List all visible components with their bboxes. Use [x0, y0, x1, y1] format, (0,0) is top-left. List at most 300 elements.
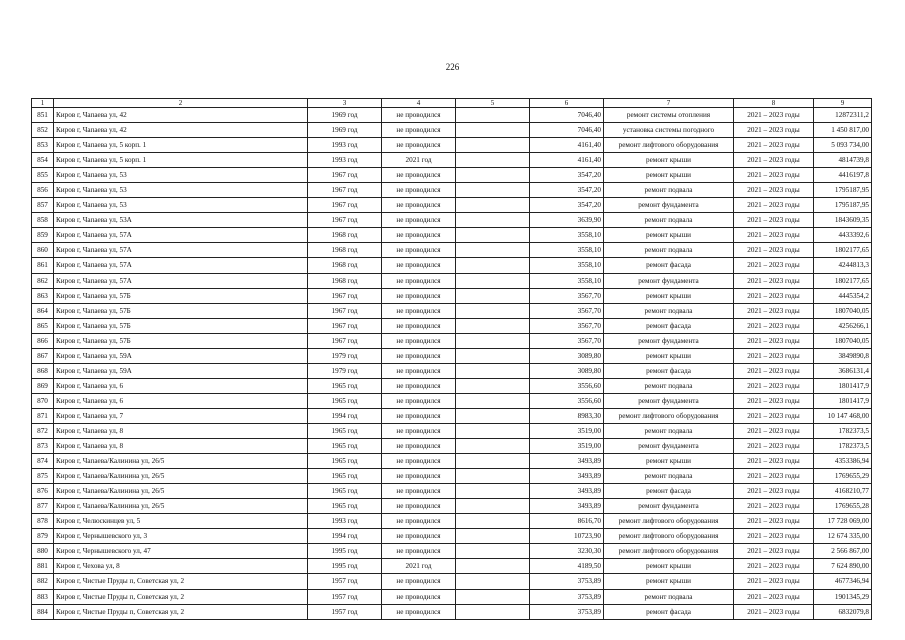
- period-cell: 2021 – 2023 годы: [734, 138, 814, 153]
- address-cell: Киров г, Чапаева/Калинина ул, 26/5: [54, 454, 308, 469]
- build-year-cell: 1994 год: [308, 408, 382, 423]
- last-repair-cell: не проводился: [382, 243, 456, 258]
- empty-cell: [456, 604, 530, 619]
- work-type-cell: ремонт лифтового оборудования: [604, 138, 734, 153]
- empty-cell: [456, 378, 530, 393]
- address-cell: Киров г, Чапаева ул, 57А: [54, 258, 308, 273]
- address-cell: Киров г, Чапаева ул, 6: [54, 393, 308, 408]
- row-number-cell: 863: [32, 288, 54, 303]
- address-cell: Киров г, Чапаева ул, 57Б: [54, 303, 308, 318]
- cost-cell: 1901345,29: [814, 589, 872, 604]
- cost-cell: 17 728 069,00: [814, 514, 872, 529]
- period-cell: 2021 – 2023 годы: [734, 514, 814, 529]
- build-year-cell: 1965 год: [308, 454, 382, 469]
- address-cell: Киров г, Чапаева/Калинина ул, 26/5: [54, 499, 308, 514]
- cost-cell: 1782373,5: [814, 423, 872, 438]
- cost-cell: 4244813,3: [814, 258, 872, 273]
- build-year-cell: 1969 год: [308, 108, 382, 123]
- area-cell: 4189,50: [530, 559, 604, 574]
- work-type-cell: ремонт лифтового оборудования: [604, 544, 734, 559]
- cost-cell: 1795187,95: [814, 198, 872, 213]
- table-row: [32, 123, 872, 138]
- row-number-cell: 874: [32, 454, 54, 469]
- row-number-cell: 876: [32, 484, 54, 499]
- cost-cell: 7 624 890,00: [814, 559, 872, 574]
- work-type-cell: ремонт фундамента: [604, 393, 734, 408]
- build-year-cell: 1993 год: [308, 514, 382, 529]
- period-cell: 2021 – 2023 годы: [734, 393, 814, 408]
- row-number-cell: 851: [32, 108, 54, 123]
- row-number-cell: 883: [32, 589, 54, 604]
- work-type-cell: ремонт фасада: [604, 363, 734, 378]
- row-number-cell: 861: [32, 258, 54, 273]
- area-cell: 4161,40: [530, 138, 604, 153]
- cost-cell: 1 450 817,00: [814, 123, 872, 138]
- build-year-cell: 1995 год: [308, 559, 382, 574]
- build-year-cell: 1967 год: [308, 168, 382, 183]
- empty-cell: [456, 544, 530, 559]
- table-row: [32, 303, 872, 318]
- table-row: [32, 529, 872, 544]
- period-cell: 2021 – 2023 годы: [734, 454, 814, 469]
- period-cell: 2021 – 2023 годы: [734, 123, 814, 138]
- area-cell: 3558,10: [530, 228, 604, 243]
- cost-cell: 1802177,65: [814, 243, 872, 258]
- address-cell: Киров г, Чапаева ул, 57А: [54, 243, 308, 258]
- empty-cell: [456, 589, 530, 604]
- table-row: [32, 108, 872, 123]
- cost-cell: 4445354,2: [814, 288, 872, 303]
- work-type-cell: ремонт системы отопления: [604, 108, 734, 123]
- empty-cell: [456, 168, 530, 183]
- last-repair-cell: 2021 год: [382, 153, 456, 168]
- row-number-cell: 873: [32, 439, 54, 454]
- table-row: [32, 168, 872, 183]
- table-row: [32, 469, 872, 484]
- row-number-cell: 866: [32, 333, 54, 348]
- period-cell: 2021 – 2023 годы: [734, 273, 814, 288]
- table-row: [32, 153, 872, 168]
- period-cell: 2021 – 2023 годы: [734, 153, 814, 168]
- column-header: 3: [308, 99, 382, 108]
- empty-cell: [456, 123, 530, 138]
- work-type-cell: установка системы погодного: [604, 123, 734, 138]
- period-cell: 2021 – 2023 годы: [734, 198, 814, 213]
- last-repair-cell: не проводился: [382, 108, 456, 123]
- last-repair-cell: не проводился: [382, 228, 456, 243]
- area-cell: 8616,70: [530, 514, 604, 529]
- address-cell: Киров г, Чистые Пруды п, Советская ул, 2: [54, 589, 308, 604]
- period-cell: 2021 – 2023 годы: [734, 288, 814, 303]
- table-row: [32, 589, 872, 604]
- area-cell: 3567,70: [530, 333, 604, 348]
- last-repair-cell: не проводился: [382, 363, 456, 378]
- table-row: [32, 604, 872, 619]
- table-row: [32, 393, 872, 408]
- address-cell: Киров г, Чапаева ул, 42: [54, 123, 308, 138]
- row-number-cell: 858: [32, 213, 54, 228]
- period-cell: 2021 – 2023 годы: [734, 378, 814, 393]
- column-number-row: [32, 99, 872, 108]
- row-number-cell: 881: [32, 559, 54, 574]
- empty-cell: [456, 213, 530, 228]
- last-repair-cell: не проводился: [382, 484, 456, 499]
- address-cell: Киров г, Чапаева ул, 6: [54, 378, 308, 393]
- area-cell: 3558,10: [530, 258, 604, 273]
- cost-cell: 2 566 867,00: [814, 544, 872, 559]
- work-type-cell: ремонт крыши: [604, 228, 734, 243]
- cost-cell: 4353386,94: [814, 454, 872, 469]
- address-cell: Киров г, Чапаева ул, 7: [54, 408, 308, 423]
- address-cell: Киров г, Чапаева ул, 59А: [54, 348, 308, 363]
- last-repair-cell: не проводился: [382, 288, 456, 303]
- build-year-cell: 1994 год: [308, 529, 382, 544]
- work-type-cell: ремонт фундамента: [604, 273, 734, 288]
- last-repair-cell: не проводился: [382, 589, 456, 604]
- build-year-cell: 1965 год: [308, 499, 382, 514]
- cost-cell: 1795187,95: [814, 183, 872, 198]
- address-cell: Киров г, Чернышевского ул, 3: [54, 529, 308, 544]
- cost-cell: 4256266,1: [814, 318, 872, 333]
- area-cell: 7046,40: [530, 108, 604, 123]
- period-cell: 2021 – 2023 годы: [734, 228, 814, 243]
- area-cell: 7046,40: [530, 123, 604, 138]
- row-number-cell: 870: [32, 393, 54, 408]
- period-cell: 2021 – 2023 годы: [734, 408, 814, 423]
- period-cell: 2021 – 2023 годы: [734, 469, 814, 484]
- work-type-cell: ремонт лифтового оборудования: [604, 514, 734, 529]
- row-number-cell: 868: [32, 363, 54, 378]
- last-repair-cell: не проводился: [382, 514, 456, 529]
- address-cell: Киров г, Чапаева ул, 5 корп. 1: [54, 153, 308, 168]
- last-repair-cell: не проводился: [382, 544, 456, 559]
- build-year-cell: 1968 год: [308, 243, 382, 258]
- row-number-cell: 860: [32, 243, 54, 258]
- work-type-cell: ремонт подвала: [604, 469, 734, 484]
- area-cell: 3493,89: [530, 499, 604, 514]
- period-cell: 2021 – 2023 годы: [734, 604, 814, 619]
- empty-cell: [456, 108, 530, 123]
- table-row: [32, 559, 872, 574]
- table-row: [32, 574, 872, 589]
- last-repair-cell: не проводился: [382, 138, 456, 153]
- area-cell: 3558,10: [530, 273, 604, 288]
- cost-cell: 1801417,9: [814, 393, 872, 408]
- empty-cell: [456, 243, 530, 258]
- address-cell: Киров г, Челюскинцев ул, 5: [54, 514, 308, 529]
- cost-cell: 1769655,29: [814, 469, 872, 484]
- cost-cell: 4814739,8: [814, 153, 872, 168]
- work-type-cell: ремонт фундамента: [604, 439, 734, 454]
- area-cell: 3753,89: [530, 574, 604, 589]
- repair-program-table: [31, 98, 872, 620]
- address-cell: Киров г, Чернышевского ул, 47: [54, 544, 308, 559]
- period-cell: 2021 – 2023 годы: [734, 183, 814, 198]
- table-row: [32, 484, 872, 499]
- work-type-cell: ремонт крыши: [604, 454, 734, 469]
- last-repair-cell: не проводился: [382, 604, 456, 619]
- address-cell: Киров г, Чистые Пруды п, Советская ул, 2: [54, 574, 308, 589]
- last-repair-cell: не проводился: [382, 499, 456, 514]
- work-type-cell: ремонт фундамента: [604, 198, 734, 213]
- address-cell: Киров г, Чапаева ул, 8: [54, 439, 308, 454]
- address-cell: Киров г, Чапаева/Калинина ул, 26/5: [54, 484, 308, 499]
- build-year-cell: 1967 год: [308, 213, 382, 228]
- address-cell: Киров г, Чехова ул, 8: [54, 559, 308, 574]
- period-cell: 2021 – 2023 годы: [734, 559, 814, 574]
- build-year-cell: 1965 год: [308, 423, 382, 438]
- build-year-cell: 1967 год: [308, 303, 382, 318]
- period-cell: 2021 – 2023 годы: [734, 168, 814, 183]
- empty-cell: [456, 303, 530, 318]
- row-number-cell: 867: [32, 348, 54, 363]
- cost-cell: 3849890,8: [814, 348, 872, 363]
- build-year-cell: 1965 год: [308, 378, 382, 393]
- row-number-cell: 855: [32, 168, 54, 183]
- work-type-cell: ремонт подвала: [604, 589, 734, 604]
- row-number-cell: 878: [32, 514, 54, 529]
- period-cell: 2021 – 2023 годы: [734, 574, 814, 589]
- address-cell: Киров г, Чапаева ул, 5 корп. 1: [54, 138, 308, 153]
- last-repair-cell: не проводился: [382, 198, 456, 213]
- row-number-cell: 872: [32, 423, 54, 438]
- table-row: [32, 333, 872, 348]
- column-header: 9: [814, 99, 872, 108]
- last-repair-cell: не проводился: [382, 529, 456, 544]
- build-year-cell: 1993 год: [308, 153, 382, 168]
- period-cell: 2021 – 2023 годы: [734, 333, 814, 348]
- area-cell: 3547,20: [530, 183, 604, 198]
- area-cell: 3089,80: [530, 363, 604, 378]
- work-type-cell: ремонт фасада: [604, 318, 734, 333]
- table-row: [32, 544, 872, 559]
- cost-cell: 1801417,9: [814, 378, 872, 393]
- empty-cell: [456, 258, 530, 273]
- address-cell: Киров г, Чапаева ул, 53А: [54, 213, 308, 228]
- row-number-cell: 871: [32, 408, 54, 423]
- table-row: [32, 378, 872, 393]
- table-row: [32, 183, 872, 198]
- area-cell: 3753,89: [530, 589, 604, 604]
- table-row: [32, 514, 872, 529]
- build-year-cell: 1965 год: [308, 393, 382, 408]
- build-year-cell: 1965 год: [308, 484, 382, 499]
- table-row: [32, 348, 872, 363]
- area-cell: 3556,60: [530, 393, 604, 408]
- last-repair-cell: не проводился: [382, 439, 456, 454]
- last-repair-cell: 2021 год: [382, 559, 456, 574]
- cost-cell: 4433392,6: [814, 228, 872, 243]
- period-cell: 2021 – 2023 годы: [734, 243, 814, 258]
- empty-cell: [456, 559, 530, 574]
- period-cell: 2021 – 2023 годы: [734, 484, 814, 499]
- last-repair-cell: не проводился: [382, 168, 456, 183]
- work-type-cell: ремонт фасада: [604, 484, 734, 499]
- row-number-cell: 869: [32, 378, 54, 393]
- address-cell: Киров г, Чапаева ул, 57Б: [54, 318, 308, 333]
- area-cell: 3558,10: [530, 243, 604, 258]
- row-number-cell: 880: [32, 544, 54, 559]
- table-row: [32, 228, 872, 243]
- area-cell: 3547,20: [530, 198, 604, 213]
- last-repair-cell: не проводился: [382, 258, 456, 273]
- area-cell: 3493,89: [530, 454, 604, 469]
- row-number-cell: 859: [32, 228, 54, 243]
- empty-cell: [456, 183, 530, 198]
- period-cell: 2021 – 2023 годы: [734, 423, 814, 438]
- last-repair-cell: не проводился: [382, 469, 456, 484]
- area-cell: 3519,00: [530, 439, 604, 454]
- empty-cell: [456, 469, 530, 484]
- area-cell: 8983,30: [530, 408, 604, 423]
- table-row: [32, 499, 872, 514]
- work-type-cell: ремонт подвала: [604, 243, 734, 258]
- cost-cell: 3686131,4: [814, 363, 872, 378]
- column-header: 8: [734, 99, 814, 108]
- work-type-cell: ремонт лифтового оборудования: [604, 408, 734, 423]
- area-cell: 3556,60: [530, 378, 604, 393]
- empty-cell: [456, 318, 530, 333]
- period-cell: 2021 – 2023 годы: [734, 363, 814, 378]
- empty-cell: [456, 529, 530, 544]
- period-cell: 2021 – 2023 годы: [734, 318, 814, 333]
- table-row: [32, 243, 872, 258]
- area-cell: 4161,40: [530, 153, 604, 168]
- cost-cell: 12 674 335,00: [814, 529, 872, 544]
- build-year-cell: 1957 год: [308, 589, 382, 604]
- row-number-cell: 875: [32, 469, 54, 484]
- area-cell: 3567,70: [530, 318, 604, 333]
- column-header: 2: [54, 99, 308, 108]
- area-cell: 3567,70: [530, 303, 604, 318]
- cost-cell: 1807040,05: [814, 303, 872, 318]
- period-cell: 2021 – 2023 годы: [734, 499, 814, 514]
- period-cell: 2021 – 2023 годы: [734, 439, 814, 454]
- period-cell: 2021 – 2023 годы: [734, 589, 814, 604]
- area-cell: 3639,90: [530, 213, 604, 228]
- table-row: [32, 423, 872, 438]
- last-repair-cell: не проводился: [382, 408, 456, 423]
- address-cell: Киров г, Чапаева ул, 53: [54, 183, 308, 198]
- row-number-cell: 882: [32, 574, 54, 589]
- work-type-cell: ремонт подвала: [604, 378, 734, 393]
- table-body: [32, 108, 872, 620]
- address-cell: Киров г, Чапаева ул, 53: [54, 198, 308, 213]
- cost-cell: 12872311,2: [814, 108, 872, 123]
- period-cell: 2021 – 2023 годы: [734, 529, 814, 544]
- last-repair-cell: не проводился: [382, 333, 456, 348]
- empty-cell: [456, 228, 530, 243]
- last-repair-cell: не проводился: [382, 423, 456, 438]
- row-number-cell: 856: [32, 183, 54, 198]
- empty-cell: [456, 273, 530, 288]
- period-cell: 2021 – 2023 годы: [734, 544, 814, 559]
- last-repair-cell: не проводился: [382, 318, 456, 333]
- cost-cell: 1769655,28: [814, 499, 872, 514]
- page-number: 226: [445, 62, 460, 72]
- table-row: [32, 439, 872, 454]
- period-cell: 2021 – 2023 годы: [734, 108, 814, 123]
- empty-cell: [456, 153, 530, 168]
- address-cell: Киров г, Чапаева ул, 8: [54, 423, 308, 438]
- last-repair-cell: не проводился: [382, 454, 456, 469]
- area-cell: 3493,89: [530, 469, 604, 484]
- area-cell: 3547,20: [530, 168, 604, 183]
- table-row: [32, 454, 872, 469]
- area-cell: 3567,70: [530, 288, 604, 303]
- work-type-cell: ремонт подвала: [604, 303, 734, 318]
- address-cell: Киров г, Чапаева ул, 42: [54, 108, 308, 123]
- table-row: [32, 408, 872, 423]
- work-type-cell: ремонт крыши: [604, 348, 734, 363]
- area-cell: 3493,89: [530, 484, 604, 499]
- build-year-cell: 1957 год: [308, 574, 382, 589]
- area-cell: 3230,30: [530, 544, 604, 559]
- work-type-cell: ремонт крыши: [604, 288, 734, 303]
- row-number-cell: 853: [32, 138, 54, 153]
- address-cell: Киров г, Чапаева ул, 57А: [54, 228, 308, 243]
- period-cell: 2021 – 2023 годы: [734, 348, 814, 363]
- column-header: 6: [530, 99, 604, 108]
- period-cell: 2021 – 2023 годы: [734, 303, 814, 318]
- last-repair-cell: не проводился: [382, 393, 456, 408]
- build-year-cell: 1965 год: [308, 439, 382, 454]
- work-type-cell: ремонт подвала: [604, 423, 734, 438]
- last-repair-cell: не проводился: [382, 183, 456, 198]
- column-header: 4: [382, 99, 456, 108]
- column-header: 1: [32, 99, 54, 108]
- empty-cell: [456, 393, 530, 408]
- build-year-cell: 1957 год: [308, 604, 382, 619]
- area-cell: 10723,90: [530, 529, 604, 544]
- table-row: [32, 288, 872, 303]
- empty-cell: [456, 484, 530, 499]
- address-cell: Киров г, Чапаева ул, 53: [54, 168, 308, 183]
- table-row: [32, 213, 872, 228]
- build-year-cell: 1968 год: [308, 273, 382, 288]
- empty-cell: [456, 423, 530, 438]
- cost-cell: 1843609,35: [814, 213, 872, 228]
- table-row: [32, 198, 872, 213]
- empty-cell: [456, 574, 530, 589]
- row-number-cell: 852: [32, 123, 54, 138]
- period-cell: 2021 – 2023 годы: [734, 258, 814, 273]
- row-number-cell: 879: [32, 529, 54, 544]
- last-repair-cell: не проводился: [382, 273, 456, 288]
- work-type-cell: ремонт фундамента: [604, 333, 734, 348]
- last-repair-cell: не проводился: [382, 348, 456, 363]
- build-year-cell: 1979 год: [308, 363, 382, 378]
- empty-cell: [456, 288, 530, 303]
- area-cell: 3089,80: [530, 348, 604, 363]
- empty-cell: [456, 454, 530, 469]
- column-header: 7: [604, 99, 734, 108]
- address-cell: Киров г, Чапаева ул, 57Б: [54, 288, 308, 303]
- row-number-cell: 865: [32, 318, 54, 333]
- work-type-cell: ремонт фасада: [604, 604, 734, 619]
- cost-cell: 4168210,77: [814, 484, 872, 499]
- empty-cell: [456, 499, 530, 514]
- build-year-cell: 1993 год: [308, 138, 382, 153]
- table-row: [32, 138, 872, 153]
- work-type-cell: ремонт лифтового оборудования: [604, 529, 734, 544]
- empty-cell: [456, 408, 530, 423]
- build-year-cell: 1968 год: [308, 228, 382, 243]
- work-type-cell: ремонт подвала: [604, 213, 734, 228]
- last-repair-cell: не проводился: [382, 574, 456, 589]
- empty-cell: [456, 363, 530, 378]
- cost-cell: 6832079,8: [814, 604, 872, 619]
